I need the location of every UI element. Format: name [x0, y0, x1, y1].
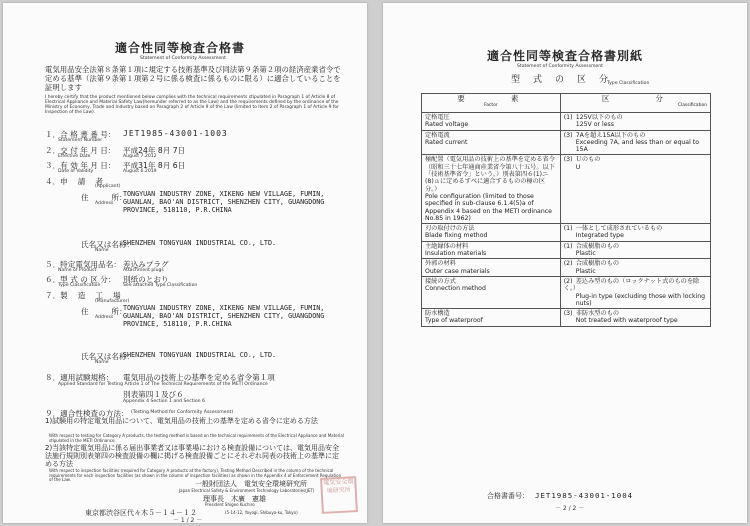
type-value: 別紙のとおり	[123, 275, 169, 284]
classification-option	[564, 243, 707, 258]
method-1-en: With respect to testing for Category A products, the testing method is based on the technical requirements of the Electrical Appliance and Material stipulated in the METI Ordinance.	[49, 433, 344, 443]
official-seal: 電気安全環境研究所	[320, 476, 358, 514]
product-name: 差込みプラグ	[123, 260, 169, 269]
factor-column-header	[422, 94, 561, 113]
expiry-date-label-en: Date of Validity	[58, 169, 94, 174]
manufacturer-label-en: (Manufacturer)	[95, 299, 130, 304]
standard-value-en: Applied Standard for Testing Article 1 of The Technical Requirements of the METI Ordinance	[58, 382, 268, 387]
classification-row	[422, 224, 711, 242]
option-text: 7Aを超え15A以下のもの	[575, 131, 646, 139]
classification-cell	[560, 224, 710, 242]
classification-cell	[560, 155, 710, 224]
intro-text-en: I hereby certify that the product mentioned below complies with the technical requirements stipulated in Paragraph 1 of Article 8 of Electrical Appliance and Material Safety Law(hereunder referred to as the Law) and the requirements defined by the ordinance of the Ministry of Economy, Trade and Industry based on Paragraph 2 of Article 9 of the Law (limited to Item 2 of Paragraph 1 of Article 9 for Inspection of the Law).	[45, 95, 339, 115]
issue-date-label: ２．交 付 年 月 日：	[45, 146, 116, 155]
issue-date-en: August 7.2012	[123, 154, 157, 159]
factor-name-en: Blade fixing method	[425, 232, 488, 240]
method-2-en: With respect to inspection facilities (required for Category A products at the factory), Testing Method Described in the column of the technical requirements for each inspection facilities (as shown in the column of inspection facilities) as shown in the Appendix 4 of Enforcement Regulation of the Law.	[49, 468, 342, 483]
classification-cell	[560, 276, 710, 308]
manufacturer-label: ７．製 造 工 場	[45, 291, 121, 300]
option-text: 合成樹脂のもの	[575, 260, 620, 268]
classification-option	[564, 260, 707, 275]
option-text-en: U	[575, 163, 581, 171]
option-text: 差込み型のもの（ロックナット式のものを除く。）	[563, 277, 700, 293]
manufacturer-name-label: 氏名又は名称：	[81, 352, 135, 361]
issuer-president-en: President Shigeo Kuchiro	[205, 502, 255, 507]
certificate-page-2	[383, 3, 747, 523]
factor-name: 接続の方式	[425, 277, 456, 285]
cert-number-label-en: Statement Number	[58, 138, 103, 143]
issuer-president: 理事長 木廣 憲雄	[203, 495, 266, 503]
issuer-address-en: (5-14-12, Yoyogi, Shibuya-ku, Tokyo)	[225, 510, 298, 515]
applicant-name: SHENZHEN TONGYUAN INDUSTRIAL CO., LTD.	[123, 239, 276, 247]
factor-name-en: Outer case materials	[425, 267, 490, 275]
manufacturer-address-label: 住 所：	[81, 307, 127, 316]
factor-name: 防水構造	[425, 310, 450, 318]
issue-date: 平成24年 8月 7日	[123, 146, 186, 155]
factor-name: 定格電流	[425, 131, 450, 139]
option-text-en: Plug-in type (excluding those with locking nuts)	[575, 292, 706, 307]
classification-option	[564, 132, 707, 154]
classification-row	[422, 259, 711, 277]
factor-name-en: Pole configuration (limited to those specified in sub-clause 6.1.4(5)a of Appendix 4 based on the METI ordinance No.85 in 1962)	[425, 192, 552, 222]
option-code: (3)	[563, 156, 573, 164]
method-2: 2)当該特定電気用品に係る届出事業者又は事業場における検査設備については、電気用品安全法施行規則別表第四の検査設備の欄に掲げる検査設備ごとにそれぞれ同表の技術上の基準に定める方法	[45, 444, 340, 468]
product-label: ５．特定電気用品名：	[45, 260, 121, 269]
cert-number: JET1985-43001-1003	[123, 129, 228, 138]
option-text-en: 125V or less	[575, 121, 614, 129]
option-code: (3)	[563, 310, 573, 318]
factor-name: 定格電圧	[425, 114, 450, 121]
applicant-address-label-en: Address	[95, 201, 114, 206]
method-1: 1)試験用の特定電気用品について、電気用品の技術上の基準を定める省令に定める方法	[45, 417, 318, 425]
factor-name: 極配置（電気用品の技術上の基準を定める省令（昭和三十七年通商産業省令第八十五号。以下「技術基準省令」という。）別表第四６(1)ニ(8)ａに定めるすべに適合するものの極の区分。）	[425, 156, 555, 193]
option-text-en: Integrated type	[575, 232, 624, 240]
expiry-date-en: August 6.2019	[123, 169, 157, 174]
option-code: (1)	[563, 242, 573, 250]
applicant-address: TONGYUAN INDUSTRY ZONE, XIKENG NEW VILLAGE, FUMIN, GUANLAN, BAO'AN DISTRICT, SHENZHEN CITY, GUANGDONG PROVINCE, 518110, P.R.CHINA	[123, 190, 325, 214]
product-name-en: Attachment plugs	[123, 268, 164, 273]
classification-column-header	[560, 94, 710, 113]
option-text-en: Plastic	[575, 267, 596, 275]
option-code: (2)	[563, 260, 573, 268]
factor-name-en: Rated voltage	[425, 121, 469, 129]
classification-option	[564, 225, 707, 240]
manufacturer-name-label-en: Name	[95, 360, 109, 365]
classification-header: 区 分	[601, 94, 669, 103]
classification-option	[564, 114, 707, 129]
classification-cell	[560, 309, 710, 327]
factor-name-en: Rated current	[425, 138, 468, 146]
factor-cell	[422, 155, 561, 224]
annex-cert-number-label: 合格書番号：	[487, 492, 529, 500]
method-label-en: (Testing Method for Conformity Assessment)	[131, 410, 234, 415]
factor-header-en: Factor	[484, 103, 498, 109]
issuer-address: 東京都渋谷区代々木５－１４－１２	[85, 509, 197, 517]
classification-cell	[560, 130, 710, 155]
page-number: － 1 / 2 －	[173, 517, 203, 523]
applicant-name-label: 氏名又は名称：	[81, 240, 135, 249]
classification-row	[422, 276, 711, 308]
factor-name-en: Type of waterproof	[425, 317, 483, 325]
factor-name: 主絶縁体の材料	[425, 242, 469, 250]
factor-cell	[422, 276, 561, 308]
option-text: 125V以下のもの	[575, 114, 623, 121]
factor-cell	[422, 113, 561, 131]
classification-row	[422, 130, 711, 155]
classification-cell	[560, 241, 710, 259]
option-text: 一体として成形されているもの	[575, 225, 663, 233]
issuer-organization-en: Japan Electrical Safety & Environment Technology Laboratories(JET)	[179, 488, 315, 493]
factor-cell	[422, 241, 561, 259]
type-classification-heading: 型 式 の 区 分	[511, 75, 611, 85]
manufacturer-address: TONGYUAN INDUSTRY ZONE, XIKENG NEW VILLAGE, FUMIN, GUANLAN, BAO'AN DISTRICT, SHENZHEN CITY, GUANGDONG PROVINCE, 518110, P.R.CHINA	[123, 304, 325, 328]
annex-page-number: － 2 / 2 －	[555, 505, 585, 512]
type-value-en: See attached Type Classification	[123, 283, 198, 288]
certificate-page-1	[3, 3, 367, 523]
classification-header-en: Classification	[677, 103, 707, 109]
option-code: (1)	[563, 114, 573, 121]
option-code: (1)	[563, 225, 573, 233]
option-text-en: Plastic	[575, 250, 596, 258]
classification-cell	[560, 113, 710, 131]
classification-cell	[560, 259, 710, 277]
manufacturer-address-label-en: Address	[95, 315, 114, 320]
intro-text: 電気用品安全法第８条第１項に規定する技術基準及び同法第９条第２項の経済産業省令で定める基準（法第９条第１項第２号に係る検査に係るものに限る）に適合していることを証明します	[45, 65, 341, 92]
expiry-date: 平成31年 8月 6日	[123, 161, 186, 170]
page-title-en: Statement of Conformity Assessment	[140, 56, 226, 61]
method-label: ９．適合性検査の方法：	[45, 409, 129, 418]
classification-row	[422, 113, 711, 131]
type-label: ６．型 式 の 区 分：	[45, 275, 116, 284]
standard-value: 電気用品の技術上の基準を定める省令第１項	[123, 373, 275, 382]
option-text-en: Not treated with waterproof type	[575, 317, 678, 325]
applicant-label: ４．申 請 者	[45, 177, 103, 186]
page-title: 適合性同等検査合格書	[115, 41, 246, 55]
option-text-en: Exceeding 7A, and less than or equal to 15A	[575, 138, 699, 154]
factor-name-en: Insulation materials	[425, 250, 487, 258]
classification-option	[564, 310, 707, 325]
issuer-organization: 一般財団法人 電気安全環境研究所	[195, 480, 307, 488]
type-label-en: Type Classification	[58, 283, 101, 288]
option-text: 非防水型のもの	[575, 310, 620, 318]
factor-cell	[422, 130, 561, 155]
classification-option	[564, 156, 707, 171]
option-code: (2)	[563, 277, 573, 285]
type-classification-heading-en: Type Classification	[607, 81, 650, 86]
product-label-en: Name of Product	[58, 268, 97, 273]
applicant-name-label-en: Name	[95, 248, 109, 253]
option-text: 合成樹脂のもの	[575, 242, 620, 250]
classification-row	[422, 155, 711, 224]
classification-row	[422, 309, 711, 327]
applicant-label-en: (Applicant)	[95, 184, 121, 189]
applicant-address-label: 住 所：	[81, 193, 127, 202]
classification-row	[422, 241, 711, 259]
manufacturer-name: SHENZHEN TONGYUAN INDUSTRIAL CO., LTD.	[123, 351, 276, 359]
factor-cell	[422, 224, 561, 242]
annex-cert-number: JET1985-43001-1004	[535, 491, 634, 500]
factor-name-en: Connection method	[425, 285, 486, 293]
annex-title: 適合性同等検査合格書別紙	[487, 49, 644, 63]
annex-title-en: Statement of Conformity Assessment	[517, 64, 603, 69]
type-classification-table	[421, 93, 711, 327]
standard-appendix: 別表第四１及び６	[123, 390, 184, 399]
issue-date-label-en: Effective Date	[58, 154, 91, 159]
factor-cell	[422, 309, 561, 327]
option-code: (3)	[563, 131, 573, 139]
factor-cell	[422, 259, 561, 277]
cert-number-label: １．合 格 書 番 号：	[45, 130, 116, 139]
factor-name: 刃の取付けの方法	[425, 225, 475, 233]
option-text: Ｕのもの	[575, 156, 601, 164]
standard-label: ８．適用試験規格：	[45, 373, 114, 382]
classification-option	[564, 278, 707, 307]
factor-name: 外郭の材料	[425, 260, 456, 268]
expiry-date-label: ３．有 効 年 月 日：	[45, 161, 116, 170]
factor-header: 要 素	[457, 94, 525, 103]
standard-appendix-en: Appendix 4 Section 1 and Section 6	[123, 399, 205, 404]
